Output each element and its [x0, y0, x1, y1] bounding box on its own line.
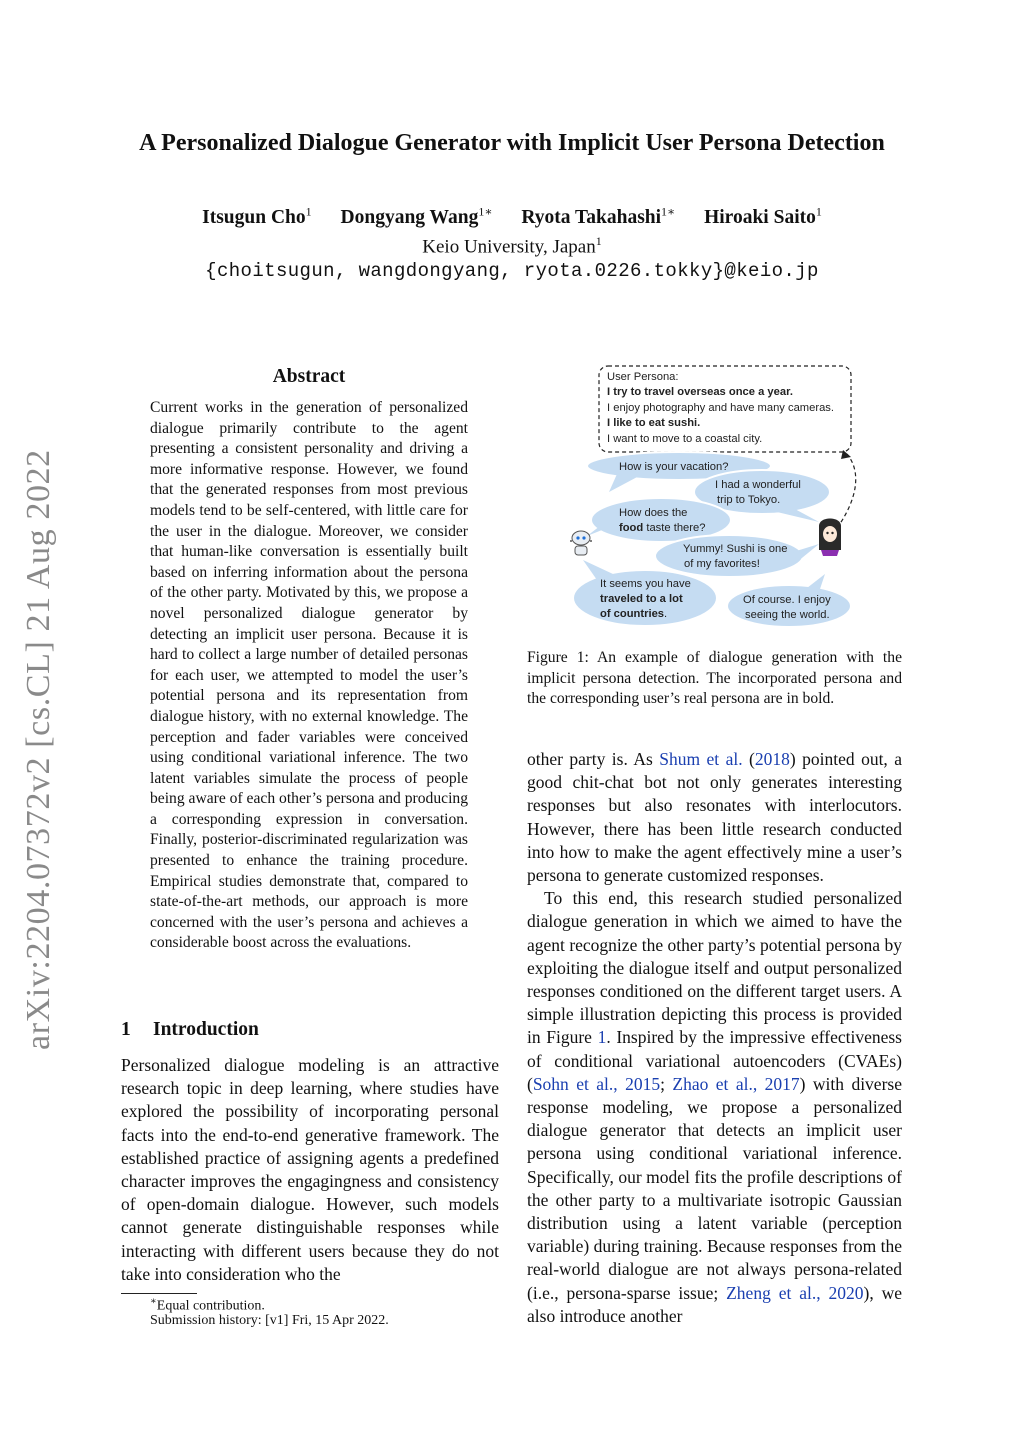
svg-text:of countries.: of countries.	[600, 608, 668, 620]
figure-1	[557, 360, 865, 628]
svg-text:I had a wonderful: I had a wonderful	[715, 479, 801, 491]
citation-link[interactable]: Sohn et al., 2015	[532, 1073, 661, 1094]
persona-line: I like to eat sushi.	[607, 417, 701, 429]
speech-bubble-user	[655, 535, 819, 577]
svg-text:seeing the world.: seeing the world.	[745, 609, 830, 621]
introduction-body: Personalized dialogue modeling is an attractive research topic in deep learning, where studies have explored the possibility of incorporating personal facts into the end-to-end generative framework. The established practice of assigning agents a predefined character improves the engagingness and consistency of open-domain dialogue. However, such models cannot generate distinguishable responses while interacting with different users because they do not take into consideration who the	[121, 1055, 499, 1284]
svg-text:How does the: How does the	[619, 507, 688, 519]
author: Itsugun Cho$^1$	[202, 204, 312, 228]
persona-title: User Persona:	[607, 371, 679, 383]
author: Hiroaki Saito$^1$	[704, 204, 822, 228]
author: Dongyang Wang$^{1∗}$	[340, 204, 493, 228]
user-avatar-icon	[819, 519, 841, 557]
paper-title: A Personalized Dialogue Generator with Implicit User Persona Detection	[139, 130, 885, 156]
abstract-body: Current works in the generation of personalized dialogue primarily contribute to the agent presenting a consistent personality and driving a more informative response. However, we found that the generated responses from most previous models tend to be self-centered, with little care for the user in the dialogue. Moreover, we consider that human-like conversation is essentially built based on inferring information about the persona of the other party. Motivated by this, we propose a novel personalized dialogue generator by detecting an implicit user persona. Because it is hard to collect a large number of detailed personas for each user, we attempted to model the user’s potential persona and its representation from dialogue history, with no external knowledge. The perception and fader variables were conceived using conditional variational inference. The two latent variables simulate the process of people being aware of each other’s persona and producing a corresponding expression in conversation. Finally, posterior-discriminated regularization was presented to enhance the training procedure. Empirical studies demonstrate that, compared to state-of-the-art methods, our approach is more concerned with the user’s persona and achieves a considerable boost across the evaluations.	[150, 399, 468, 952]
svg-text:traveled to a lot: traveled to a lot	[600, 593, 683, 605]
svg-text:Yummy! Sushi is one: Yummy! Sushi is one	[683, 543, 788, 555]
svg-text:It seems you have: It seems you have	[600, 578, 691, 590]
persona-line: I enjoy photography and have many cameras.	[607, 402, 834, 414]
abstract-heading: Abstract	[272, 366, 346, 387]
affiliation: Keio University, Japan$^1$	[422, 234, 602, 258]
footnote-submission-history: Submission history: [v1] Fri, 15 Apr 2022.	[150, 1313, 389, 1328]
citation-link[interactable]: Zhao et al., 2017	[672, 1073, 800, 1094]
author: Ryota Takahashi$^{1∗}$	[521, 204, 676, 228]
svg-text:food taste there?: food taste there?	[619, 522, 706, 534]
figure-caption: Figure 1: An example of dialogue generation with the implicit persona detection. The incorporated persona and the corresponding user’s real persona are in bold.	[527, 649, 902, 708]
paragraph: To this end, this research studied personalized dialogue generation in which we aimed to have the agent recognize the other party’s potential persona by exploiting the dialogue itself and output personalized responses conditioned on the different target users. A simple illustration depicting this process is provided in Figure 1. Inspired by the impressive effectiveness of conditional variational autoencoders (CVAEs) (Sohn et al., 2015; Zhao et al., 2017) with diverse response modeling, we propose a personalized dialogue generator that detects an implicit user persona using conditional variational inference. Specifically, our model fits the profile descriptions of the other party to a multivariate isotropic Gaussian distribution using a latent variable (perception variable) during training. Because responses from the real-world dialogue are not always persona-related (i.e., persona-sparse issue; Zheng et al., 2020), we also introduce another	[527, 888, 902, 1326]
footnote-equal-contribution: ∗Equal contribution.	[150, 1296, 265, 1314]
citation-link[interactable]: 2018	[754, 749, 790, 769]
citation-link[interactable]: Zheng et al., 2020	[726, 1282, 864, 1303]
persona-line: I try to travel overseas once a year.	[607, 386, 793, 398]
paragraph: other party is. As Shum et al. (2018) pointed out, a good chit-chat bot not only generates interesting responses but also resonates with interlocutors. However, there has been little research conducted into how to make the agent effectively mine a user’s persona to generate customized responses.	[527, 749, 903, 886]
svg-text:Of course. I enjoy: Of course. I enjoy	[743, 594, 831, 606]
author-emails: {choitsugun, wangdongyang, ryota.0226.tokky}@keio.jp	[205, 260, 819, 282]
arxiv-identifier: arXiv:2204.07372v2 [cs.CL] 21 Aug 2022	[20, 449, 57, 1050]
dialogue-illustration	[557, 360, 865, 628]
dashed-arrow	[837, 454, 856, 528]
author-list	[0, 204, 1024, 229]
persona-line: I want to move to a coastal city.	[607, 433, 763, 445]
right-column-body	[527, 748, 902, 1328]
figure-reference-link[interactable]: 1	[597, 1027, 607, 1048]
speech-bubble-user	[727, 574, 851, 627]
svg-text:trip to Tokyo.: trip to Tokyo.	[717, 494, 781, 506]
footnote-rule	[121, 1293, 197, 1294]
svg-text:How is your vacation?: How is your vacation?	[619, 461, 729, 473]
robot-icon	[570, 531, 592, 555]
citation-link[interactable]: Shum et al.	[659, 749, 743, 769]
svg-text:of my favorites!: of my favorites!	[684, 558, 760, 570]
section-heading-introduction: 1 Introduction	[121, 1019, 259, 1040]
